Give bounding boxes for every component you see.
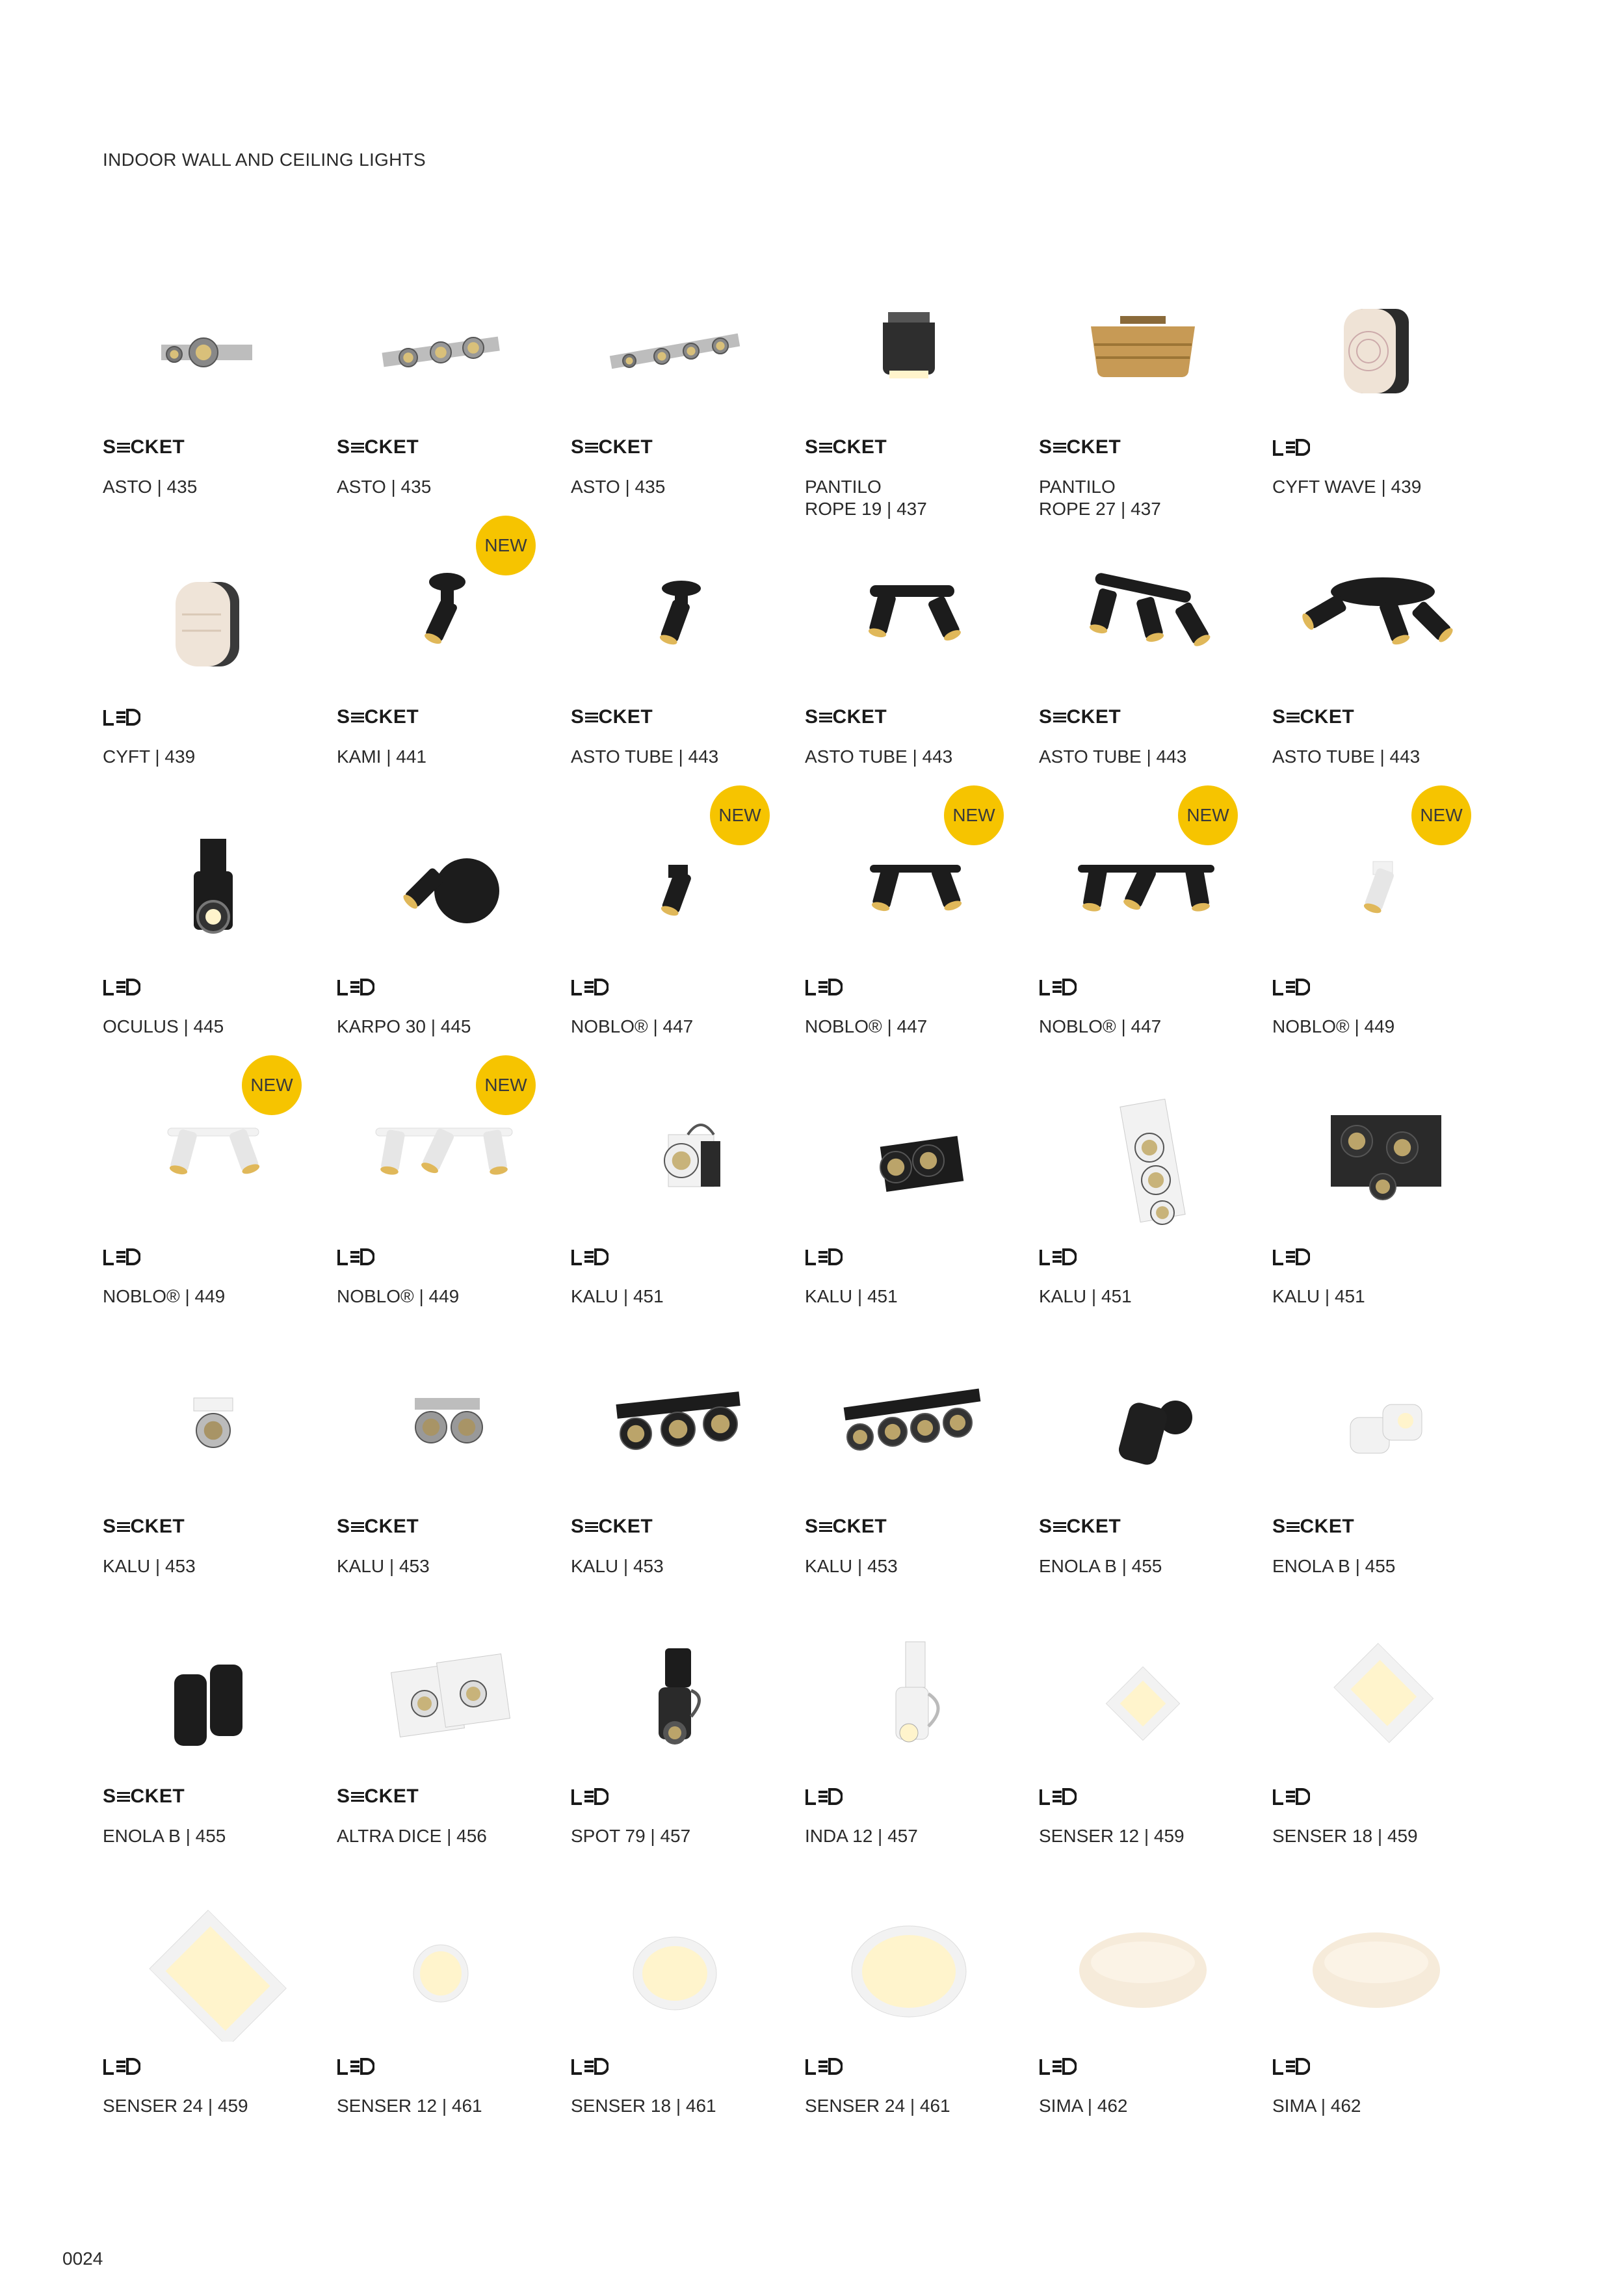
product-card: [337, 1359, 551, 1619]
product-name-line: NOBLO® | 447: [805, 1016, 928, 1036]
product-name: [571, 1285, 664, 1308]
led-logo-icon: [571, 2058, 609, 2075]
product-type-logo: [571, 975, 609, 999]
product-image: [1058, 280, 1227, 423]
product-name-line: SIMA | 462: [1039, 2096, 1128, 2116]
product-name-line: SENSER 18 | 459: [1272, 1826, 1418, 1846]
product-name: [337, 1016, 471, 1038]
product-card: [571, 805, 785, 1079]
product-name-line: ALTRA DICE | 456: [337, 1826, 487, 1846]
product-type-logo: [805, 1785, 843, 1808]
product-name-line: NOBLO® | 449: [1272, 1016, 1395, 1036]
product-image: [1058, 1899, 1227, 2042]
product-card: [805, 1629, 1019, 1889]
product-name-line: KALU | 451: [1272, 1286, 1365, 1306]
product-type-logo: [1272, 1785, 1310, 1808]
product-name: [1039, 746, 1186, 768]
product-card: [337, 1075, 551, 1349]
led-logo-icon: [1272, 439, 1310, 456]
product-name: [1272, 476, 1421, 498]
page-number: 0024: [62, 2248, 103, 2269]
product-image: [122, 1899, 291, 2042]
product-name-line: ASTO | 435: [337, 477, 432, 497]
new-badge: NEW: [710, 785, 770, 845]
product-image: [1292, 549, 1461, 692]
led-logo-icon: [103, 1248, 140, 1265]
product-name-line: ASTO TUBE | 443: [571, 746, 719, 767]
product-card: [103, 549, 317, 810]
product-type-logo: [571, 705, 653, 729]
product-card: [1039, 549, 1253, 810]
product-name: [337, 746, 426, 768]
led-logo-icon: [571, 1788, 609, 1805]
socket-logo: S CKET: [103, 1516, 185, 1537]
product-name: [103, 1825, 226, 1847]
product-type-logo: [337, 1515, 419, 1538]
product-card: [1039, 1089, 1253, 1349]
new-badge: NEW: [476, 1055, 536, 1115]
socket-logo: S CKET: [337, 706, 419, 728]
new-badge: NEW: [1178, 785, 1238, 845]
product-card: [1272, 1359, 1487, 1619]
product-card: [337, 280, 551, 540]
product-name-line: KARPO 30 | 445: [337, 1016, 471, 1036]
product-type-logo: [1272, 436, 1310, 459]
product-card: [1039, 1629, 1253, 1889]
product-type-logo: [1272, 2055, 1310, 2078]
new-badge: NEW: [476, 516, 536, 575]
product-type-logo: [337, 705, 419, 729]
product-card: [805, 1089, 1019, 1349]
product-name-line: ENOLA B | 455: [1272, 1556, 1396, 1576]
product-type-logo: [571, 2055, 609, 2078]
product-name: [337, 476, 431, 498]
product-name: [805, 1825, 918, 1847]
new-badge: NEW: [944, 785, 1004, 845]
product-card: [1272, 280, 1487, 540]
product-card: [805, 1899, 1019, 2159]
product-name-line: ENOLA B | 455: [103, 1826, 226, 1846]
led-logo-icon: [103, 979, 140, 995]
product-name: [1272, 1016, 1395, 1038]
product-name-line: ENOLA B | 455: [1039, 1556, 1162, 1576]
product-name-line: INDA 12 | 457: [805, 1826, 918, 1846]
product-type-logo: [805, 1245, 843, 1269]
socket-logo: S CKET: [103, 1785, 185, 1807]
product-card: [1039, 1899, 1253, 2159]
product-name-line: CYFT | 439: [103, 746, 196, 767]
product-name: [337, 1555, 430, 1577]
product-name-line: KALU | 453: [571, 1556, 664, 1576]
socket-logo: S CKET: [1039, 706, 1121, 728]
product-name: [571, 1016, 693, 1038]
product-image: [824, 1359, 993, 1502]
product-card: [1272, 1899, 1487, 2159]
product-name: [337, 2095, 482, 2117]
product-image: [356, 1899, 525, 2042]
product-name: [571, 2095, 716, 2117]
product-card: [1039, 1359, 1253, 1619]
product-name-line: SENSER 12 | 459: [1039, 1826, 1185, 1846]
product-image: [1292, 280, 1461, 423]
product-name: [337, 1825, 487, 1847]
product-name: [805, 1555, 898, 1577]
product-type-logo: [1039, 436, 1121, 459]
led-logo-icon: [1039, 1248, 1077, 1265]
product-image: [122, 1629, 291, 1772]
product-type-logo: [103, 436, 185, 459]
led-logo-icon: [805, 1788, 843, 1805]
product-image: [356, 280, 525, 423]
product-card: [103, 1899, 317, 2159]
product-card: [103, 1359, 317, 1619]
product-card: [1039, 805, 1253, 1079]
product-type-logo: [1272, 1515, 1354, 1538]
product-name: [1039, 2095, 1127, 2117]
led-logo-icon: [1272, 1788, 1310, 1805]
product-image: [122, 549, 291, 692]
product-name: [805, 746, 952, 768]
product-card: [1272, 1089, 1487, 1349]
product-card: [1039, 280, 1253, 540]
led-logo-icon: [805, 2058, 843, 2075]
new-badge: NEW: [1411, 785, 1471, 845]
product-name-line: KALU | 453: [805, 1556, 898, 1576]
product-card: [337, 819, 551, 1079]
product-card: [103, 1629, 317, 1889]
product-name-line: ROPE 19 | 437: [805, 499, 927, 519]
socket-logo: S CKET: [571, 1516, 653, 1537]
product-name: [103, 1016, 224, 1038]
product-image: [824, 1629, 993, 1772]
product-image: [590, 280, 759, 423]
product-card: [805, 1359, 1019, 1619]
product-image: [590, 549, 759, 692]
product-image: [1058, 1089, 1227, 1232]
led-logo-icon: [805, 1248, 843, 1265]
product-name: [805, 1285, 898, 1308]
product-name: [1039, 1285, 1132, 1308]
page-title: INDOOR WALL AND CEILING LIGHTS: [103, 150, 426, 170]
product-type-logo: [571, 1515, 653, 1538]
product-name-line: ASTO TUBE | 443: [1039, 746, 1187, 767]
product-name-line: SIMA | 462: [1272, 2096, 1361, 2116]
product-type-logo: [571, 1785, 609, 1808]
product-type-logo: [1039, 975, 1077, 999]
product-type-logo: [337, 1785, 419, 1808]
product-image: [824, 1899, 993, 2042]
product-name-line: ASTO | 435: [571, 477, 666, 497]
product-image: [590, 1089, 759, 1232]
product-type-logo: [1272, 705, 1354, 729]
product-name: [1039, 1555, 1162, 1577]
product-type-logo: [337, 1245, 374, 1269]
product-type-logo: [103, 1785, 185, 1808]
product-name: [571, 746, 718, 768]
product-name-line: PANTILO: [805, 477, 882, 497]
product-name: [1272, 1555, 1395, 1577]
product-card: [337, 535, 551, 810]
product-name-line: KALU | 451: [805, 1286, 898, 1306]
product-type-logo: [1039, 705, 1121, 729]
socket-logo: S CKET: [337, 1785, 419, 1807]
product-card: [1272, 805, 1487, 1079]
led-logo-icon: [337, 979, 374, 995]
product-card: [103, 1075, 317, 1349]
led-logo-icon: [571, 979, 609, 995]
product-name: [103, 1555, 196, 1577]
product-name-line: KALU | 451: [1039, 1286, 1132, 1306]
product-name-line: ASTO | 435: [103, 477, 198, 497]
led-logo-icon: [337, 2058, 374, 2075]
product-name: [1272, 746, 1420, 768]
product-card: [805, 805, 1019, 1079]
product-card: [571, 549, 785, 810]
product-type-logo: [571, 436, 653, 459]
product-card: [571, 1089, 785, 1349]
product-name: [1039, 476, 1161, 520]
socket-logo: S CKET: [1272, 706, 1355, 728]
product-name: [571, 1825, 690, 1847]
led-logo-icon: [1272, 1248, 1310, 1265]
product-type-logo: [1039, 1785, 1077, 1808]
product-type-logo: [103, 1515, 185, 1538]
product-image: [356, 1629, 525, 1772]
product-name-line: ASTO TUBE | 443: [805, 746, 953, 767]
product-name-line: ROPE 27 | 437: [1039, 499, 1161, 519]
product-type-logo: [805, 705, 887, 729]
product-name-line: PANTILO: [1039, 477, 1116, 497]
product-name-line: OCULUS | 445: [103, 1016, 224, 1036]
socket-logo: S CKET: [1272, 1516, 1355, 1537]
product-name: [1272, 1285, 1365, 1308]
product-type-logo: [1039, 1515, 1121, 1538]
product-image: [590, 1899, 759, 2042]
product-name-line: SENSER 24 | 459: [103, 2096, 248, 2116]
product-image: [122, 819, 291, 962]
led-logo-icon: [103, 2058, 140, 2075]
product-name: [1039, 1016, 1161, 1038]
product-card: [571, 280, 785, 540]
product-image: [590, 1629, 759, 1772]
product-card: [571, 1359, 785, 1619]
product-type-logo: [103, 705, 140, 729]
product-card: [571, 1899, 785, 2159]
product-name-line: NOBLO® | 447: [571, 1016, 694, 1036]
socket-logo: S CKET: [805, 436, 887, 458]
product-card: [103, 819, 317, 1079]
product-image: [1058, 549, 1227, 692]
socket-logo: S CKET: [805, 706, 887, 728]
product-name: [103, 1285, 225, 1308]
product-image: [122, 1359, 291, 1502]
socket-logo: S CKET: [337, 436, 419, 458]
product-type-logo: [805, 436, 887, 459]
product-type-logo: [1039, 2055, 1077, 2078]
product-name: [571, 1555, 664, 1577]
product-name: [1039, 1825, 1185, 1847]
product-card: [1272, 549, 1487, 810]
product-type-logo: [337, 436, 419, 459]
product-card: [571, 1629, 785, 1889]
socket-logo: S CKET: [103, 436, 185, 458]
product-image: [824, 280, 993, 423]
product-image: [122, 280, 291, 423]
product-name-line: KALU | 451: [571, 1286, 664, 1306]
product-image: [824, 549, 993, 692]
product-card: [103, 280, 317, 540]
socket-logo: S CKET: [337, 1516, 419, 1537]
socket-logo: S CKET: [1039, 436, 1121, 458]
led-logo-icon: [1039, 1788, 1077, 1805]
product-image: [1058, 1359, 1227, 1502]
product-image: [590, 1359, 759, 1502]
socket-logo: S CKET: [571, 706, 653, 728]
product-type-logo: [805, 2055, 843, 2078]
led-logo-icon: [337, 1248, 374, 1265]
product-name-line: SENSER 24 | 461: [805, 2096, 950, 2116]
product-name: [103, 746, 195, 768]
product-name: [1272, 1825, 1418, 1847]
led-logo-icon: [571, 1248, 609, 1265]
product-type-logo: [103, 975, 140, 999]
product-card: [337, 1899, 551, 2159]
product-type-logo: [337, 975, 374, 999]
product-name: [805, 2095, 950, 2117]
product-name-line: NOBLO® | 449: [103, 1286, 226, 1306]
product-name: [571, 476, 665, 498]
product-image: [1292, 1899, 1461, 2042]
product-name: [337, 1285, 459, 1308]
product-name-line: KALU | 453: [337, 1556, 430, 1576]
led-logo-icon: [805, 979, 843, 995]
led-logo-icon: [103, 709, 140, 726]
product-name-line: SENSER 18 | 461: [571, 2096, 716, 2116]
product-type-logo: [1039, 1245, 1077, 1269]
product-image: [824, 1089, 993, 1232]
product-name-line: SPOT 79 | 457: [571, 1826, 691, 1846]
product-card: [337, 1629, 551, 1889]
product-image: [1292, 1089, 1461, 1232]
new-badge: NEW: [242, 1055, 302, 1115]
product-name: [805, 1016, 927, 1038]
product-image: [356, 1359, 525, 1502]
led-logo-icon: [1272, 2058, 1310, 2075]
product-name-line: ASTO TUBE | 443: [1272, 746, 1421, 767]
product-name: [1272, 2095, 1361, 2117]
product-card: [805, 549, 1019, 810]
product-type-logo: [805, 1515, 887, 1538]
product-image: [1292, 1359, 1461, 1502]
product-type-logo: [1272, 975, 1310, 999]
product-name-line: CYFT WAVE | 439: [1272, 477, 1422, 497]
product-name-line: SENSER 12 | 461: [337, 2096, 482, 2116]
socket-logo: S CKET: [805, 1516, 887, 1537]
product-type-logo: [103, 1245, 140, 1269]
product-image: [356, 819, 525, 962]
product-name-line: KALU | 453: [103, 1556, 196, 1576]
product-card: [1272, 1629, 1487, 1889]
led-logo-icon: [1039, 979, 1077, 995]
product-type-logo: [103, 2055, 140, 2078]
product-name: [103, 476, 197, 498]
led-logo-icon: [1039, 2058, 1077, 2075]
product-name: [805, 476, 927, 520]
product-image: [1292, 1629, 1461, 1772]
product-image: [1058, 1629, 1227, 1772]
product-type-logo: [805, 975, 843, 999]
product-name-line: NOBLO® | 449: [337, 1286, 460, 1306]
product-name: [103, 2095, 248, 2117]
socket-logo: S CKET: [1039, 1516, 1121, 1537]
product-card: [805, 280, 1019, 540]
product-type-logo: [571, 1245, 609, 1269]
led-logo-icon: [1272, 979, 1310, 995]
socket-logo: S CKET: [571, 436, 653, 458]
product-name-line: NOBLO® | 447: [1039, 1016, 1162, 1036]
product-type-logo: [337, 2055, 374, 2078]
product-name-line: KAMI | 441: [337, 746, 427, 767]
product-type-logo: [1272, 1245, 1310, 1269]
